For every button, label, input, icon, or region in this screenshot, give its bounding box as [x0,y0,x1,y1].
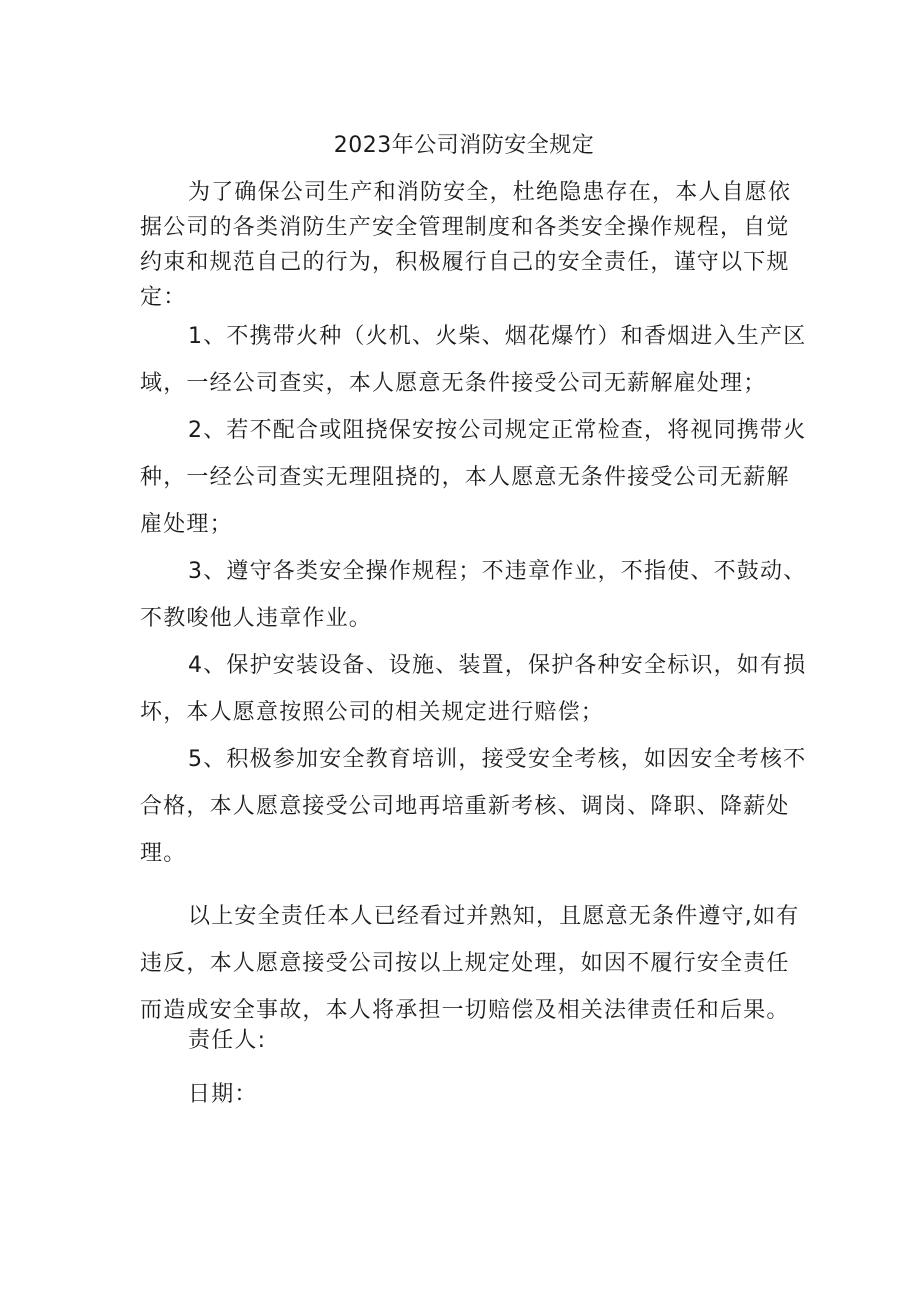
rule-5-line: 合格，本人愿意接受公司地再培重新考核、调岗、降职、降薪处 [140,794,790,819]
intro-line: 为了确保公司生产和消防安全，杜绝隐患存在，本人自愿依 [188,180,792,205]
intro-paragraph [140,175,795,315]
rule-5-line: 理。 [140,841,187,866]
document-title: 2023年公司消防安全规定 [333,133,595,158]
rule-1-line: 域，一经公司查实，本人愿意无条件接受公司无薪解雇处理； [140,371,767,396]
rule-4-line: 坏，本人愿意按照公司的相关规定进行赔偿； [140,700,605,725]
date-label: 日期： [188,1082,258,1107]
intro-line: 定： [140,285,187,310]
signature-label: 责任人: [188,1028,267,1053]
intro-line: 据公司的各类消防生产安全管理制度和各类安全操作规程，自觉 [140,215,790,240]
closing-line: 以上安全责任本人已经看过并熟知，且愿意无条件遵守,如有 [188,904,800,929]
closing-line: 而造成安全事故，本人将承担一切赔偿及相关法律责任和后果。 [140,998,790,1023]
closing-paragraph [140,893,800,1034]
rule-2-line: 雇处理； [140,512,233,537]
rule-1-line: 1、不携带火种（火机、火柴、烟花爆竹）和香烟进入生产区 [188,324,807,349]
closing-line: 违反，本人愿意接受公司按以上规定处理，如因不履行安全责任 [140,951,790,976]
rule-2-line: 种，一经公司查实无理阻挠的，本人愿意无条件接受公司无薪解 [140,465,790,490]
rule-3-line: 3、遵守各类安全操作规程；不违章作业，不指使、不鼓动、 [188,559,807,584]
rule-5-line: 5、积极参加安全教育培训，接受安全考核，如因安全考核不 [188,747,807,772]
intro-line: 约束和规范自己的行为，积极履行自己的安全责任，谨守以下规 [140,250,790,275]
rule-2-line: 2、若不配合或阻挠保安按公司规定正常检查，将视同携带火 [188,418,807,443]
rule-4-line: 4、保护安装设备、设施、装置，保护各种安全标识，如有损 [188,653,807,678]
rule-3-line: 不教唆他人违章作业。 [140,606,373,631]
rules-list [140,313,807,877]
